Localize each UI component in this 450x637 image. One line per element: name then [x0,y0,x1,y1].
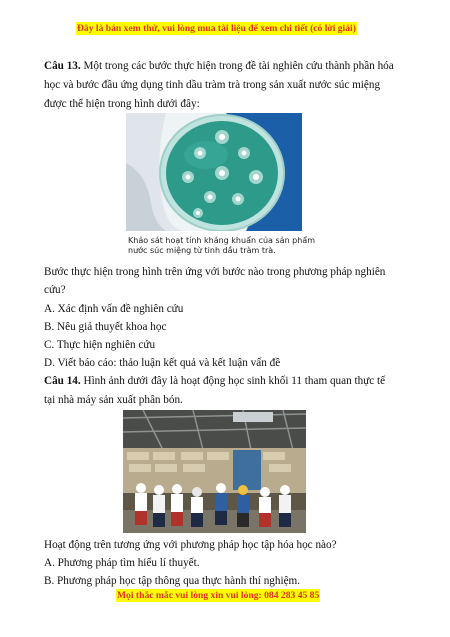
question-14-option-b: B. Phương pháp học tập thông qua thực hành thí nghiệm. [44,575,301,587]
petri-dish-illustration [126,113,302,231]
question-13-line-1 [44,59,394,73]
image-caption-line-1: Khảo sát hoạt tính kháng khuẩn của sản phẩm [128,236,316,245]
question-13-option-c: C. Thực hiện nghiên cứu [44,339,156,351]
question-13-stem-line-1: Một trong các bước thực hiện trong đề tài nghiên cứu thành phần hóa [80,60,394,72]
question-14-stem-line-2: tại nhà máy sản xuất phân bón. [44,394,183,406]
question-14-prompt: Hoạt động trên tương ứng với phương pháp học tập hóa học nào? [44,539,337,551]
question-14-stem-line-1: Hình ảnh dưới đây là hoạt động học sinh khối 11 tham quan thực tế [80,375,386,387]
question-13-stem-line-2: học và bước đầu ứng dụng tinh dầu tràm trà trong sản xuất nước súc miệng [44,79,381,91]
question-13-option-d: D. Viết báo cáo: thảo luận kết quả và kết luận vấn đề [44,357,281,369]
question-13-prompt-line-1: Bước thực hiện trong hình trên ứng với bước nào trong phương pháp nghiên [44,266,386,278]
question-14-label: Câu 14. [44,375,81,387]
preview-banner: Đây là bản xem thử, vui lòng mua tài liệu để xem chi tiết (có lời giải) [77,23,356,34]
question-14-option-a: A. Phương pháp tìm hiểu lí thuyết. [44,557,200,569]
factory-visit-image [123,410,306,533]
question-13-stem-line-3: được thể hiện trong hình dưới đây: [44,98,200,110]
factory-visit-illustration [123,410,306,533]
question-13-label: Câu 13. [44,60,81,72]
question-13-option-a: A. Xác định vấn đề nghiên cứu [44,303,184,315]
question-13-option-b: B. Nêu giả thuyết khoa học [44,321,167,333]
petri-dish-image [126,113,302,231]
image-caption-line-2: nước súc miệng từ tinh dầu tràm trà. [128,246,276,255]
contact-footer: Mọi thắc mắc vui lòng xin vui lòng: 084 283 45 85 [117,590,320,601]
question-13-prompt-line-2: cứu? [44,284,66,296]
question-14-line-1 [44,374,385,388]
